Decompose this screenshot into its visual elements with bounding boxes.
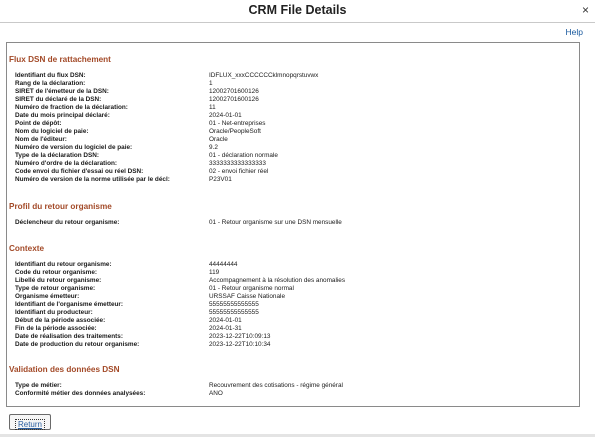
field-label: Point de dépôt: xyxy=(15,120,62,127)
field-value: 55555555555555 xyxy=(209,301,259,308)
field-value: 11 xyxy=(209,104,216,111)
field-value: 2024-01-31 xyxy=(209,325,242,332)
field-label: Numéro d'ordre de la déclaration: xyxy=(15,160,118,167)
section-title-contexte: Contexte xyxy=(9,244,45,253)
field-label: Date du mois principal déclaré: xyxy=(15,112,110,119)
field-label: Code envoi du fichier d'essai ou réel DSN: xyxy=(15,168,144,175)
field-label: Conformité métier des données analysées: xyxy=(15,390,146,397)
window-titlebar xyxy=(0,0,595,23)
field-value: 2024-01-01 xyxy=(209,112,242,119)
window-title: CRM File Details xyxy=(248,3,347,17)
field-label: Date de production du retour organisme: xyxy=(15,341,140,348)
section-title-flux: Flux DSN de rattachement xyxy=(9,55,111,64)
field-label: Début de la période associée: xyxy=(15,317,106,324)
field-label: Organisme émetteur: xyxy=(15,293,80,300)
field-label: Numéro de version de la norme utilisée par le décl: xyxy=(15,176,170,183)
field-label: Libellé du retour organisme: xyxy=(15,277,102,284)
close-icon[interactable]: × xyxy=(581,3,589,17)
field-value: 01 - Retour organisme normal xyxy=(209,285,294,292)
field-value: 02 - envoi fichier réel xyxy=(209,168,269,175)
field-value: URSSAF Caisse Nationale xyxy=(209,293,286,300)
field-value: 2023-12-22T10:09:13 xyxy=(209,333,271,340)
field-label: Fin de la période associée: xyxy=(15,325,97,332)
field-value: Oracle/PeopleSoft xyxy=(209,128,261,135)
field-label: SIRET du déclaré de la DSN: xyxy=(15,96,102,103)
field-label: Identifiant du retour organisme: xyxy=(15,261,112,268)
field-value: 2023-12-22T10:10:34 xyxy=(209,341,271,348)
return-button[interactable] xyxy=(9,414,51,430)
field-label: Identifiant du producteur: xyxy=(15,309,93,316)
field-label: SIRET de l'émetteur de la DSN: xyxy=(15,88,109,95)
field-label: Date de réalisation des traitements: xyxy=(15,333,123,340)
field-label: Déclencheur du retour organisme: xyxy=(15,219,120,226)
details-panel xyxy=(6,42,580,407)
field-value: 01 - Net-entreprises xyxy=(209,120,266,127)
field-label: Type de la déclaration DSN: xyxy=(15,152,100,159)
field-value: Recouvrement des cotisations - régime général xyxy=(209,382,343,389)
field-value: 55555555555555 xyxy=(209,309,259,316)
return-button-label: Return xyxy=(15,419,45,430)
field-label: Numéro de fraction de la déclaration: xyxy=(15,104,128,111)
field-value: 2024-01-01 xyxy=(209,317,242,324)
field-value: ANO xyxy=(209,390,223,397)
field-label: Type de retour organisme: xyxy=(15,285,96,292)
field-label: Nom de l'éditeur: xyxy=(15,136,67,143)
field-label: Identifiant de l'organisme émetteur: xyxy=(15,301,124,308)
section-title-validation: Validation des données DSN xyxy=(9,365,120,374)
field-value: P23V01 xyxy=(209,176,232,183)
field-value: Accompagnement à la résolution des anomalies xyxy=(209,277,346,284)
field-value: IDFLUX_xxxCCCCCCklmnopqrstuvwx xyxy=(209,72,319,79)
field-label: Identifiant du flux DSN: xyxy=(15,72,86,79)
field-value: 01 - déclaration normale xyxy=(209,152,278,159)
field-label: Rang de la déclaration: xyxy=(15,80,86,87)
field-label: Code du retour organisme: xyxy=(15,269,98,276)
field-value: 12002701600126 xyxy=(209,96,259,103)
field-label: Numéro de version du logiciel de paie: xyxy=(15,144,133,151)
field-label: Type de métier: xyxy=(15,382,62,389)
field-value: 119 xyxy=(209,269,220,276)
field-value: 9.2 xyxy=(209,144,218,151)
field-value: 12002701600126 xyxy=(209,88,259,95)
help-link[interactable]: Help xyxy=(565,27,583,37)
field-value: 44444444 xyxy=(209,261,238,268)
field-value: 01 - Retour organisme sur une DSN mensuelle xyxy=(209,219,342,226)
field-value: 3333333333333333 xyxy=(209,160,266,167)
field-label: Nom du logiciel de paie: xyxy=(15,128,89,135)
field-value: 1 xyxy=(209,80,213,87)
section-title-profil: Profil du retour organisme xyxy=(9,202,112,211)
field-value: Oracle xyxy=(209,136,228,143)
